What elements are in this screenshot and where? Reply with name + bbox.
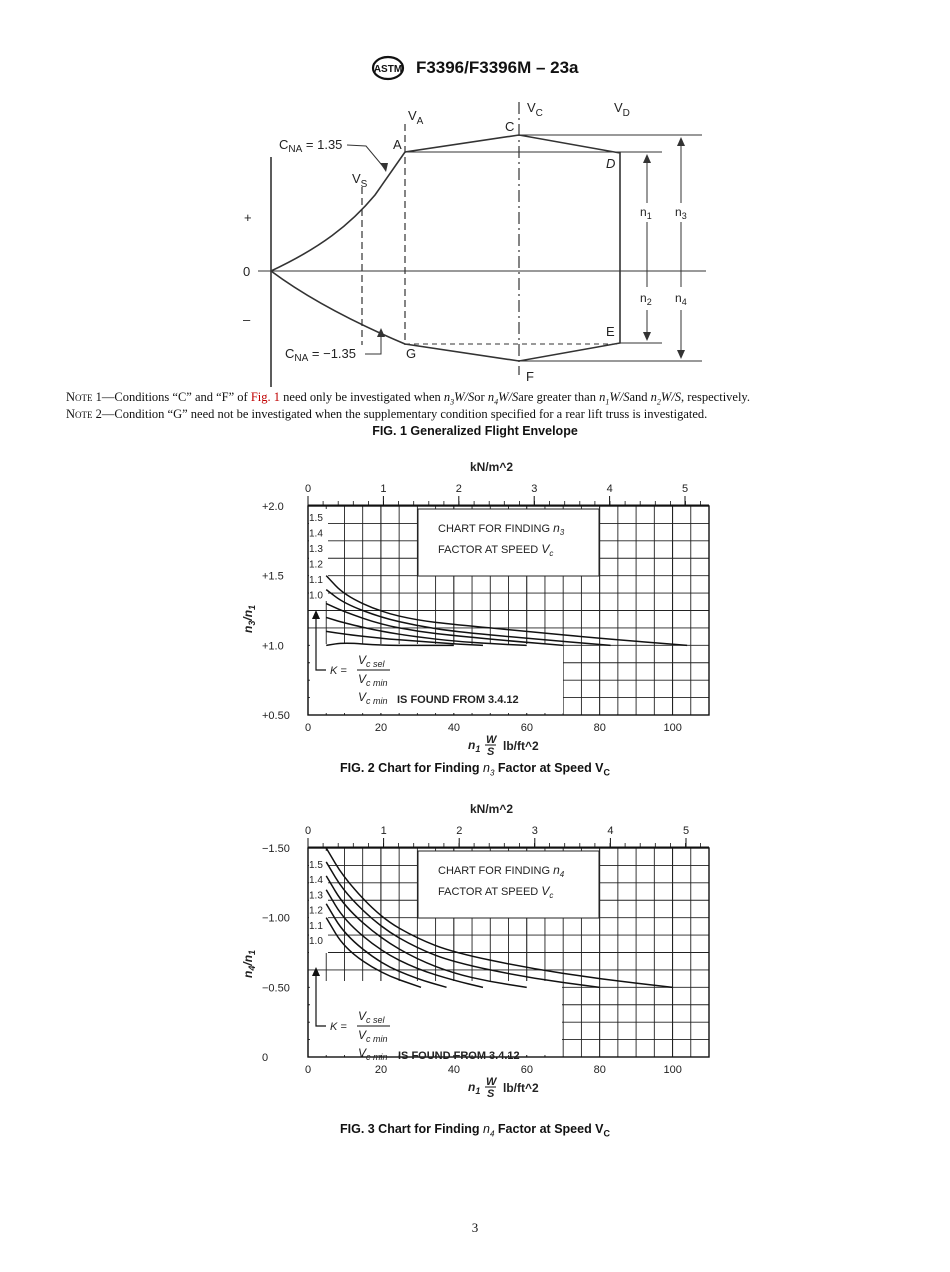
vd-label: $V_D$ [614, 100, 630, 119]
vs-label: $V_S$ [352, 171, 368, 190]
zero-label: 0 [243, 264, 251, 279]
x-tick-label-80: 80 [593, 1064, 606, 1076]
cna-pos-label: $C_{NA} = 1.35$ [279, 137, 343, 155]
k-formula-den: $V_{c min}$ [358, 672, 388, 688]
top-tick-label-1: 1 [380, 825, 387, 837]
top-tick-label-5: 5 [682, 483, 689, 495]
chart-title-line2: FACTOR AT SPEED $V_c$ [438, 884, 554, 900]
x-label-s: S [487, 746, 495, 758]
fig3-caption: FIG. 3 Chart for Finding $n_4$ Factor at Speed $V_C$ [339, 1122, 611, 1139]
va-label: $V_A$ [408, 108, 424, 127]
k-label-1.2: 1.2 [309, 559, 323, 571]
x-label-units: lb/ft^2 [503, 739, 539, 753]
found-text: IS FOUND FROM 3.4.12 [397, 694, 519, 706]
top-tick-label-2: 2 [455, 483, 462, 495]
x-tick-label-0: 0 [305, 1064, 312, 1076]
cna-neg-label: $C_{NA} = -1.35$ [285, 346, 357, 364]
astm-logo [371, 55, 405, 81]
n4-label: $n_4$ [675, 291, 687, 307]
top-tick-label-3: 3 [531, 483, 538, 495]
k-arrow-head [312, 610, 320, 619]
k-label-1.2: 1.2 [309, 905, 323, 917]
fig1-flight-envelope [0, 90, 950, 390]
n1-label: $n_1$ [640, 205, 652, 221]
chart-title-line1: CHART FOR FINDING $n_3$ [438, 521, 565, 537]
k-label-1.5: 1.5 [309, 860, 323, 871]
k-formula-num: $V_{c sel}$ [358, 1009, 385, 1025]
k-label-1.3: 1.3 [309, 890, 323, 902]
fig2-caption: FIG. 2 Chart for Finding $n_3$ Factor at Speed $V_C$ [339, 761, 611, 778]
envelope-outline [271, 135, 620, 361]
top-tick-label-4: 4 [606, 483, 613, 495]
found-text: IS FOUND FROM 3.4.12 [398, 1050, 520, 1062]
cna-pos-leader [347, 145, 386, 170]
y-axis-label: $n_4/n_1$ [241, 949, 257, 978]
x-tick-label-100: 100 [663, 1064, 682, 1076]
k-label-1.1: 1.1 [309, 920, 323, 932]
vc-label: $V_C$ [527, 100, 543, 119]
k-formula-num: $V_{c sel}$ [358, 653, 385, 669]
title-box [418, 509, 599, 576]
fig1-link[interactable]: Fig. 1 [250, 390, 281, 404]
minus-sign: – [243, 312, 251, 327]
x-tick-label-0: 0 [305, 722, 312, 734]
y-tick-label-0: −1.50 [262, 843, 290, 855]
x-tick-label-60: 60 [520, 1064, 533, 1076]
standard-designation: F3396/F3396M – 23a [415, 58, 579, 77]
y-tick-label-3: 0 [262, 1052, 269, 1064]
k-arrow-head [312, 967, 320, 976]
top-tick-label-0: 0 [305, 483, 312, 495]
k-label-1.3: 1.3 [309, 544, 323, 555]
y-tick-label-1: −1.00 [262, 912, 290, 925]
x-axis-label: $n_1$ [468, 738, 481, 754]
fig2-chart [0, 460, 950, 760]
top-tick-label-2: 2 [456, 825, 463, 837]
n3-arrow-up [677, 137, 685, 146]
x-tick-label-20: 20 [374, 1064, 388, 1076]
k-label-1.0: 1.0 [309, 936, 323, 947]
page-header [0, 55, 950, 81]
y-tick-label-2: −0.50 [262, 982, 290, 995]
x-label-units: lb/ft^2 [503, 1081, 539, 1095]
top-tick-label-1: 1 [380, 483, 387, 495]
y-tick-label-0: +2.0 [262, 501, 284, 513]
y-tick-label-2: +1.0 [262, 640, 284, 653]
top-tick-label-3: 3 [531, 825, 538, 837]
top-tick-label-0: 0 [305, 825, 312, 837]
point-f: F [526, 369, 534, 384]
top-tick-label-5: 5 [683, 825, 690, 837]
cna-pos-arrow [380, 163, 388, 172]
k-label-1.5: 1.5 [309, 513, 323, 524]
found-v-label: $V_{c min}$ [358, 1046, 388, 1062]
x-label-s: S [487, 1088, 495, 1100]
point-d: D [606, 156, 616, 171]
chart-title-line2: FACTOR AT SPEED $V_c$ [438, 542, 554, 558]
top-axis-label: kN/m^2 [470, 460, 514, 474]
page-number: 3 [471, 1220, 479, 1235]
point-e: E [606, 324, 615, 339]
formula-box [310, 981, 562, 1055]
fig1-caption: FIG. 1 Generalized Flight Envelope [372, 424, 578, 438]
found-v-label: $V_{c min}$ [358, 690, 388, 706]
k-label-1.1: 1.1 [309, 575, 323, 586]
x-label-w: W [486, 1076, 497, 1088]
x-label-w: W [486, 734, 497, 746]
x-tick-label-60: 60 [520, 722, 533, 734]
title-box [418, 851, 599, 918]
x-tick-label-40: 40 [447, 722, 461, 734]
n1-arrow-up [643, 154, 651, 163]
fig3-chart [0, 800, 950, 1118]
x-tick-label-80: 80 [593, 722, 606, 734]
x-tick-label-20: 20 [374, 722, 388, 734]
y-axis-label: $n_3/n_1$ [241, 604, 257, 633]
plus-sign: + [244, 210, 252, 225]
chart-title-line1: CHART FOR FINDING $n_4$ [438, 863, 565, 879]
top-tick-label-4: 4 [607, 825, 614, 837]
note-1: Note 1—Conditions “C” and “F” of Fig. 1 need only be investigated when $n_3W$/Sor $n_4W$/Sare greater than $n_1W$/Sand $n_2W/S$, respectively. [66, 390, 750, 407]
k-label-1.4: 1.4 [309, 875, 323, 887]
top-axis-label: kN/m^2 [470, 802, 514, 816]
k-formula-label: K = [330, 1021, 347, 1033]
x-tick-label-40: 40 [447, 1064, 461, 1076]
n4-arrow-down [677, 350, 685, 359]
x-tick-label-100: 100 [663, 722, 682, 734]
logo-text: ASTM [374, 64, 403, 75]
y-tick-label-3: +0.50 [262, 710, 290, 722]
point-a: A [393, 137, 402, 152]
n2-arrow-down [643, 332, 651, 341]
k-formula-label: K = [330, 665, 347, 677]
n2-label: $n_2$ [640, 291, 652, 307]
point-g: G [406, 346, 417, 361]
n3-label: $n_3$ [675, 205, 687, 221]
k-label-1.4: 1.4 [309, 528, 323, 540]
k-formula-den: $V_{c min}$ [358, 1028, 388, 1044]
point-c: C [505, 119, 515, 134]
y-tick-label-1: +1.5 [262, 570, 284, 583]
x-axis-label: $n_1$ [468, 1080, 481, 1096]
k-label-1.0: 1.0 [309, 590, 323, 602]
note-2: Note 2—Condition “G” need not be investigated when the supplementary condition specified for a rear lift truss is investigated. [66, 407, 708, 421]
